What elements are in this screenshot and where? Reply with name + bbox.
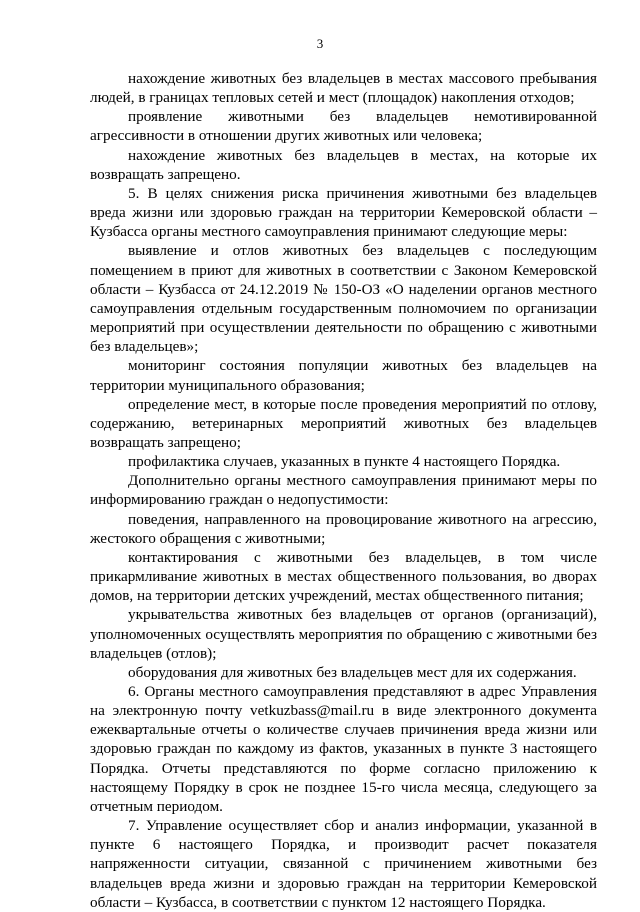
paragraph: оборудования для животных без владельцев мест для их содержания. bbox=[128, 663, 577, 681]
paragraph: нахождение животных без владельцев в местах массового пребывания людей, в границах тепловых сетей и мест (площадок) накопления отходов; bbox=[90, 70, 597, 107]
page-number: 3 bbox=[316, 36, 324, 51]
paragraph: мониторинг состояния популяции животных без владельцев на территории муниципального образования; bbox=[90, 357, 597, 394]
paragraph: поведения, направленного на провоцирование животного на агрессию, жестокого обращения с животными; bbox=[90, 510, 597, 547]
paragraph: 7. Управление осуществляет сбор и анализ информации, указанной в пункте 6 настоящего Порядка, и производит расчет показателя напряженности ситуации, связанной с причинением животными без владельцев вреда жизни и здоровью граждан на территории Кемеровской области – Кузбасса, в соответствии с пунктом 12 настоящего Порядка. bbox=[90, 817, 597, 911]
paragraph: 5. В целях снижения риска причинения животными без владельцев вреда жизни или здоровью граждан на территории Кемеровской области – Кузбасса органы местного самоуправления принимают следующие меры: bbox=[90, 184, 597, 241]
paragraph: проявление животными без владельцев немотивированной агрессивности в отношении других животных или человека; bbox=[90, 108, 597, 145]
paragraph: выявление и отлов животных без владельцев с последующим помещением в приют для животных в соответствии с Законом Кемеровской области – Кузбасса от 24.12.2019 № 150-ОЗ «О наделении органов местного самоуправления отдельным государственным полномочием по организации мероприятий при осуществлении деятельности по обращению с животными без владельцев»; bbox=[90, 242, 597, 356]
paragraph: 6. Органы местного самоуправления представляют в адрес Управления на электронную почту vetkuzbass@mail.ru в виде электронного документа ежеквартальные отчеты о количестве случаев причинения вреда жизни или здоровью граждан по каждому из фактов, указанных в пункте 3 настоящего Порядка. Отчеты представляются по форме согласно приложению к настоящему Порядку в срок не позднее 15-го числа месяца, следующего за отчетным периодом. bbox=[90, 683, 597, 815]
paragraph: Дополнительно органы местного самоуправления принимают меры по информированию граждан о недопустимости: bbox=[90, 472, 597, 509]
document-body bbox=[90, 69, 597, 912]
paragraph: профилактика случаев, указанных в пункте 4 настоящего Порядка. bbox=[128, 453, 561, 471]
paragraph: определение мест, в которые после проведения мероприятий по отлову, содержанию, ветеринарных мероприятий животных без владельцев возвращать запрещено; bbox=[90, 395, 597, 451]
paragraph: нахождение животных без владельцев в местах, на которые их возвращать запрещено. bbox=[90, 146, 597, 183]
paragraph: контактирования с животными без владельцев, в том числе прикармливание животных в местах общественного пользования, во дворах домов, на территории детских учреждений, местах общественного питания; bbox=[90, 548, 597, 605]
paragraph: укрывательства животных без владельцев от органов (организаций), уполномоченных осуществлять мероприятия по обращению с животными без владельцев (отлов); bbox=[90, 606, 597, 662]
